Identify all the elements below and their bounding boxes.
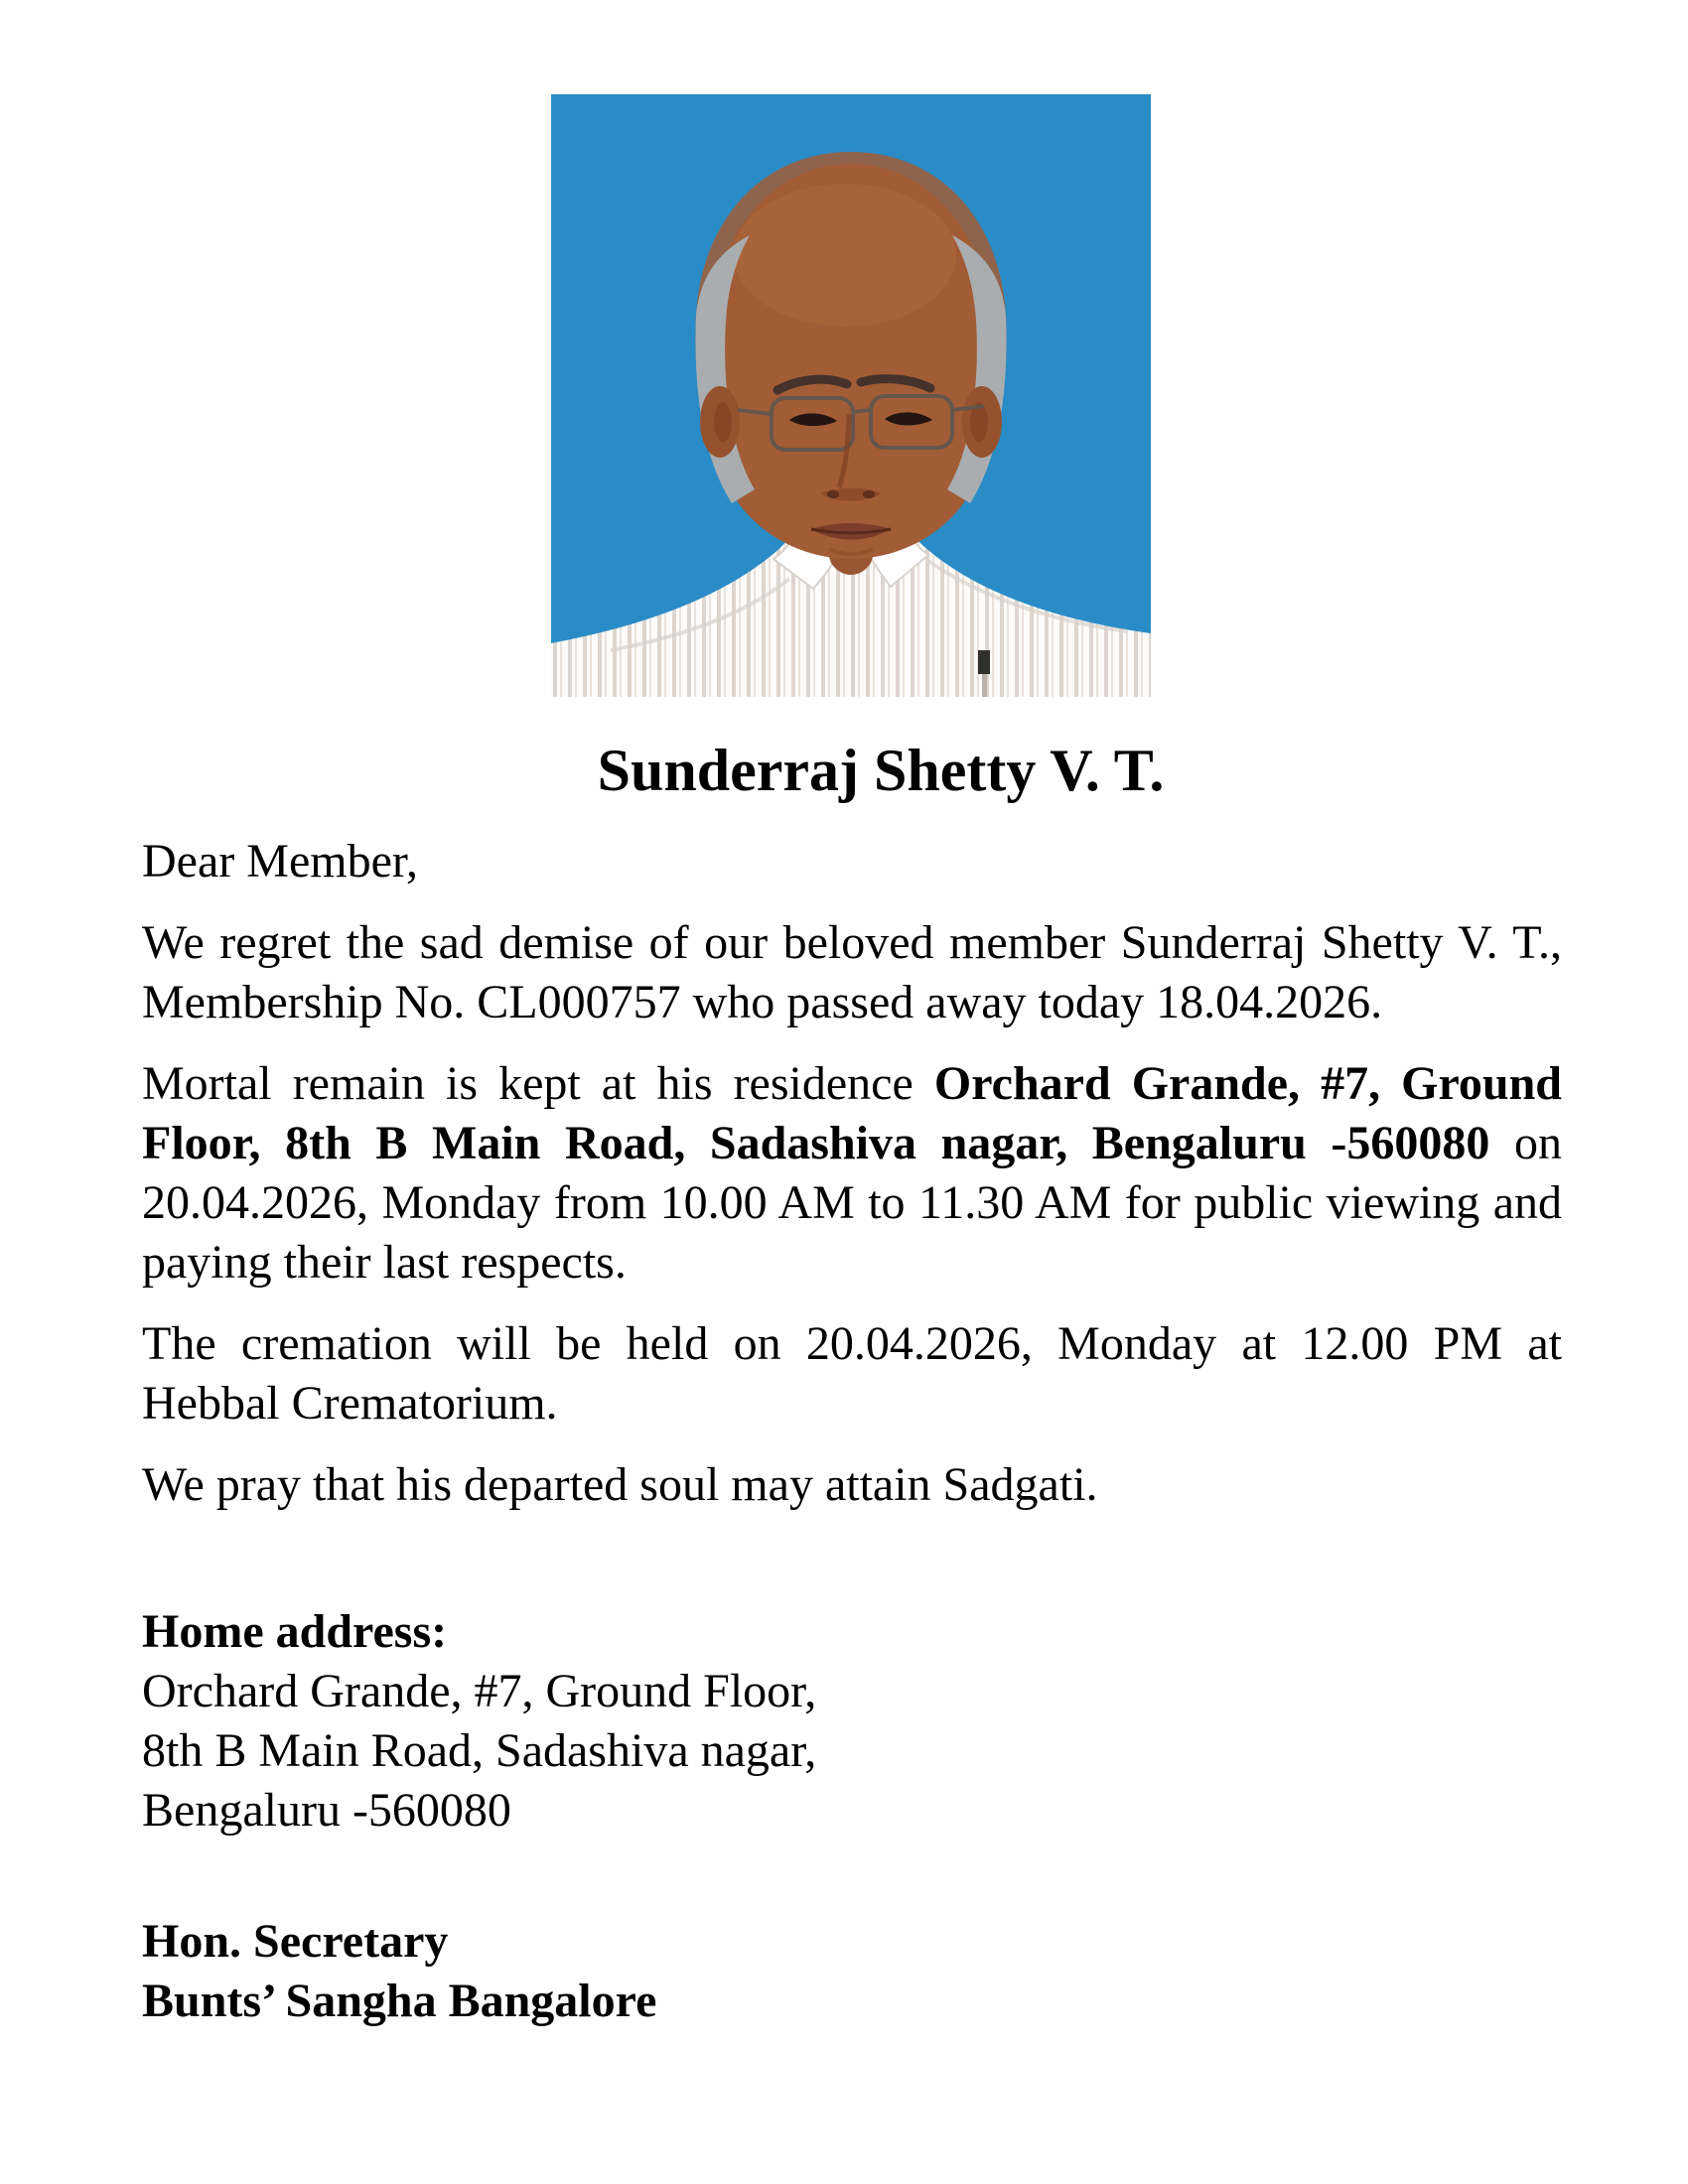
- signature: [142, 1912, 1562, 2031]
- paragraph-cremation: The cremation will be held on 20.04.2026, Monday at 12.00 PM at Hebbal Crematorium.: [142, 1317, 1562, 1430]
- member-photo-graphic: [551, 94, 1151, 697]
- paragraph-public-viewing: Mortal remain is kept at his residence Orchard Grande, #7, Ground Floor, 8th B Main Road, Sadashiva nagar, Bengaluru -560080 on 20.04.2026, Monday from 10.00 AM to 11.30 AM for public viewing and paying their last respects.: [142, 1057, 1563, 1289]
- salutation: Dear Member,: [142, 835, 418, 887]
- deceased-member-name: Sunderraj Shetty V. T.: [597, 738, 1165, 803]
- signature-role: Hon. Secretary: [142, 1915, 449, 1968]
- home-address: [142, 1602, 1562, 1841]
- paragraph-demise: We regret the sad demise of our beloved member Sunderraj Shetty V. T., Membership No. CL000757 who passed away today 18.04.2026.: [142, 916, 1562, 1028]
- home-address-line: 8th B Main Road, Sadashiva nagar,: [142, 1724, 817, 1777]
- home-address-heading: Home address:: [142, 1605, 448, 1658]
- document-body: [142, 735, 1562, 2031]
- member-photo: [551, 94, 1151, 697]
- paragraph-prayer: We pray that his departed soul may attain Sadgati.: [142, 1458, 1098, 1511]
- home-address-line: Orchard Grande, #7, Ground Floor,: [142, 1665, 817, 1717]
- signature-organization: Bunts’ Sangha Bangalore: [142, 1975, 657, 2027]
- home-address-line: Bengaluru -560080: [142, 1784, 511, 1837]
